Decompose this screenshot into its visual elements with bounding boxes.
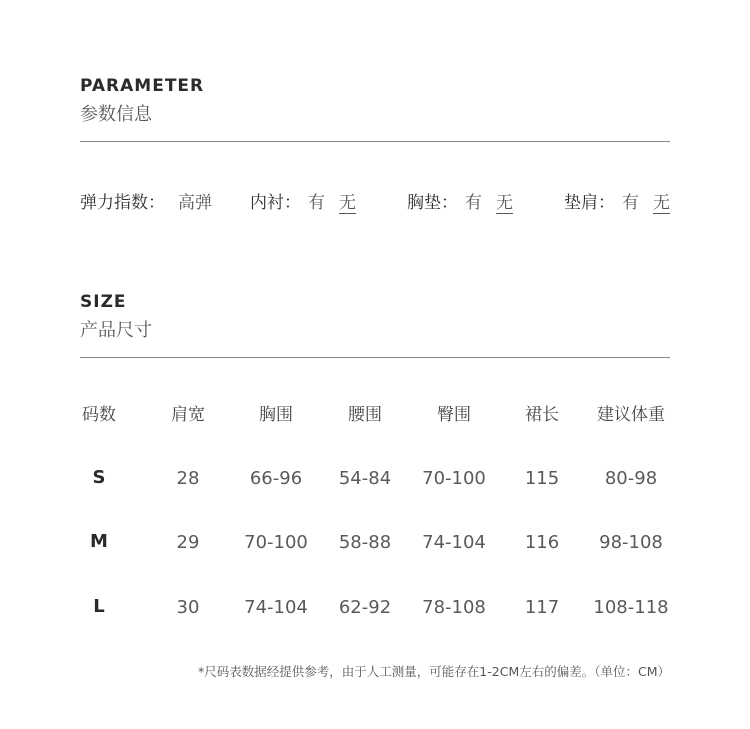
measurement-note: *尺码表数据经提供参考，由于人工测量，可能存在1-2CM左右的偏差。（单位：CM） <box>198 664 670 679</box>
table-cell: 58-88 <box>338 532 392 553</box>
chest-pad-option-yes: 有 <box>465 193 482 213</box>
parameter-row <box>80 188 670 216</box>
table-cell: 74-104 <box>244 597 308 618</box>
parameter-title-en: PARAMETER <box>80 76 205 96</box>
chest-pad-option-no: 无 <box>496 193 513 213</box>
lining-label: 内衬： <box>250 193 301 213</box>
lining-option-no: 无 <box>339 193 356 213</box>
shoulder-pad-label: 垫肩： <box>564 193 615 213</box>
table-cell: 108-118 <box>593 597 669 618</box>
size-title-en: SIZE <box>80 292 127 312</box>
table-cell: 70-100 <box>244 532 308 553</box>
elasticity-value: 高弹 <box>178 193 212 213</box>
size-title-zh: 产品尺寸 <box>80 320 152 341</box>
table-cell: 115 <box>524 468 560 489</box>
parameter-title-zh: 参数信息 <box>80 104 152 125</box>
size-label-m: M <box>90 531 108 552</box>
header-waist: 腰围 <box>348 405 382 425</box>
lining-option-yes: 有 <box>308 193 325 213</box>
size-label-l: L <box>93 596 105 617</box>
table-cell: 28 <box>176 468 200 489</box>
shoulder-pad-option-yes: 有 <box>622 193 639 213</box>
shoulder-pad-option-no: 无 <box>653 193 670 213</box>
chest-pad-label: 胸垫： <box>407 193 458 213</box>
table-cell: 117 <box>524 597 560 618</box>
table-cell: 29 <box>176 532 200 553</box>
elasticity-label: 弹力指数： <box>80 193 165 213</box>
table-cell: 98-108 <box>599 532 663 553</box>
parameter-divider <box>80 141 670 142</box>
header-weight: 建议体重 <box>597 405 665 425</box>
table-cell: 80-98 <box>604 468 658 489</box>
header-hip: 臀围 <box>437 405 471 425</box>
table-cell: 74-104 <box>422 532 486 553</box>
size-divider <box>80 357 670 358</box>
table-cell: 116 <box>524 532 560 553</box>
table-cell: 66-96 <box>249 468 303 489</box>
table-cell: 70-100 <box>422 468 486 489</box>
table-cell: 78-108 <box>422 597 486 618</box>
header-shoulder: 肩宽 <box>171 405 205 425</box>
table-cell: 54-84 <box>338 468 392 489</box>
table-cell: 62-92 <box>338 597 392 618</box>
size-label-s: S <box>92 467 106 488</box>
header-size: 码数 <box>82 405 116 425</box>
header-chest: 胸围 <box>259 405 293 425</box>
table-cell: 30 <box>176 597 200 618</box>
header-length: 裙长 <box>525 405 559 425</box>
